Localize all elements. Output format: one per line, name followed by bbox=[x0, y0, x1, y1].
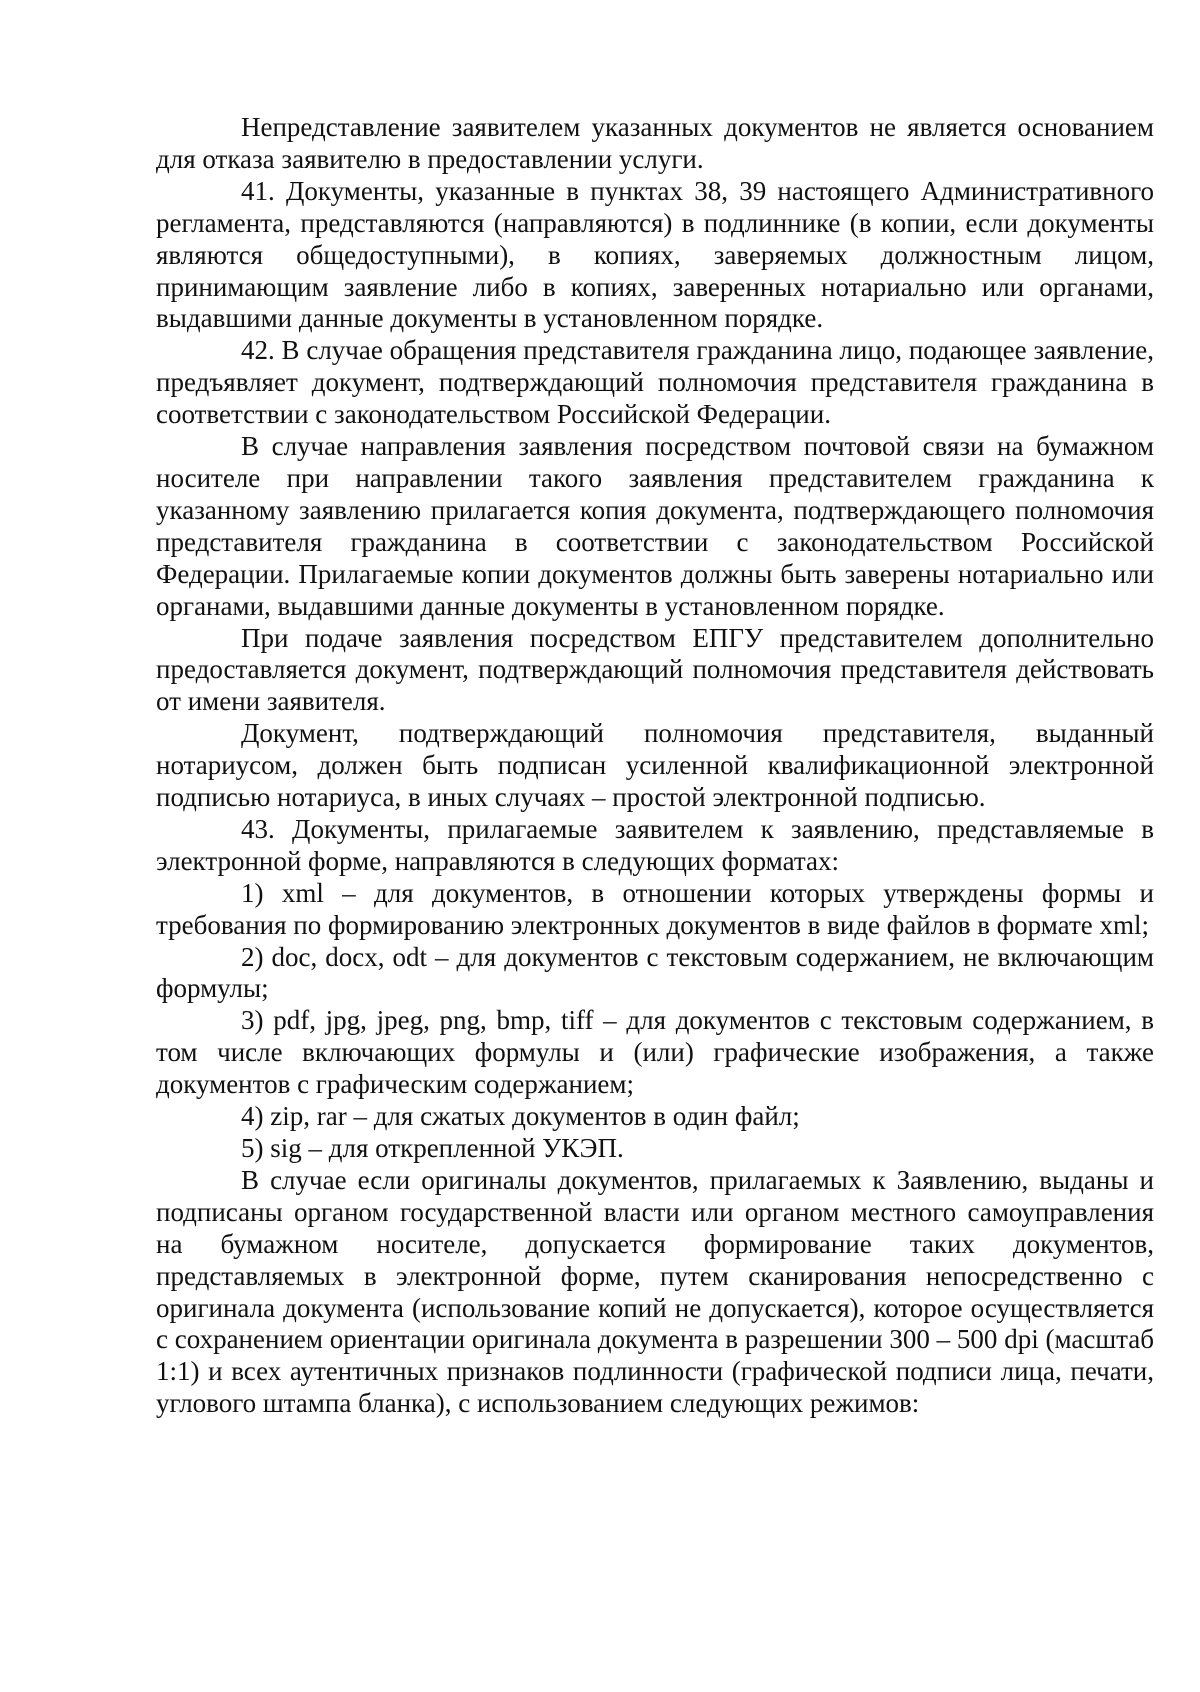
paragraph-scanning-rules: В случае если оригиналы документов, прилагаемых к Заявлению, выданы и подписаны органом государственной власти или органом местного самоуправления на бумажном носителе, допускается формирование таких документов, представляемых в электронной форме, путем сканирования непосредственно с оригинала документа (использование копий не допускается), которое осуществляется с сохранением ориентации оригинала документа в разрешении 300 – 500 dpi (масштаб 1:1) и всех аутентичных признаков подлинности (графической подписи лица, печати, углового штампа бланка), с использованием следующих режимов: bbox=[156, 1164, 1154, 1419]
format-list-item-doc: 2) doc, docx, odt – для документов с текстовым содержанием, не включающим формулы; bbox=[156, 941, 1154, 1004]
format-list-item-zip: 4) zip, rar – для сжатых документов в один файл; bbox=[241, 1101, 800, 1132]
paragraph-item-41: 41. Документы, указанные в пунктах 38, 39 настоящего Административного регламента, представляются (направляются) в подлиннике (в копии, если документы являются общедоступными), в копиях, заверяемых должностным лицом, принимающим заявление либо в копиях, заверенных нотариально или органами, выдавшими данные документы в установленном порядке. bbox=[156, 175, 1154, 334]
paragraph-postal-submission: В случае направления заявления посредством почтовой связи на бумажном носителе при направлении такого заявления представителем гражданина к указанному заявлению прилагается копия документа, подтверждающего полномочия представителя гражданина в соответствии с законодательством Российской Федерации. Прилагаемые копии документов должны быть заверены нотариально или органами, выдавшими данные документы в установленном порядке. bbox=[156, 431, 1154, 621]
format-list-item-pdf: 3) pdf, jpg, jpeg, png, bmp, tiff – для документов с текстовым содержанием, в том числе включающих формулы и (или) графические изображения, а также документов с графическим содержанием; bbox=[156, 1005, 1154, 1100]
paragraph-notary-signature: Документ, подтверждающий полномочия представителя, выданный нотариусом, должен быть подписан усиленной квалификационной электронной подписью нотариуса, в иных случаях – простой электронной подписью. bbox=[156, 718, 1154, 813]
paragraph-non-submission: Непредставление заявителем указанных документов не является основанием для отказа заявителю в предоставлении услуги. bbox=[156, 112, 1154, 174]
paragraph-item-42: 42. В случае обращения представителя гражданина лицо, подающее заявление, предъявляет документ, подтверждающий полномочия представителя гражданина в соответствии с законодательством Российской Федерации. bbox=[156, 335, 1154, 430]
format-list-item-sig: 5) sig – для открепленной УКЭП. bbox=[241, 1133, 624, 1163]
document-body bbox=[156, 112, 1154, 1420]
format-list-item-xml: 1) xml – для документов, в отношении которых утверждены формы и требования по формированию электронных документов в виде файлов в формате xml; bbox=[156, 877, 1154, 940]
paragraph-epgu-submission: При подаче заявления посредством ЕПГУ представителем дополнительно предоставляется документ, подтверждающий полномочия представителя действовать от имени заявителя. bbox=[156, 622, 1154, 717]
paragraph-item-43: 43. Документы, прилагаемые заявителем к заявлению, представляемые в электронной форме, направляются в следующих форматах: bbox=[156, 813, 1154, 876]
